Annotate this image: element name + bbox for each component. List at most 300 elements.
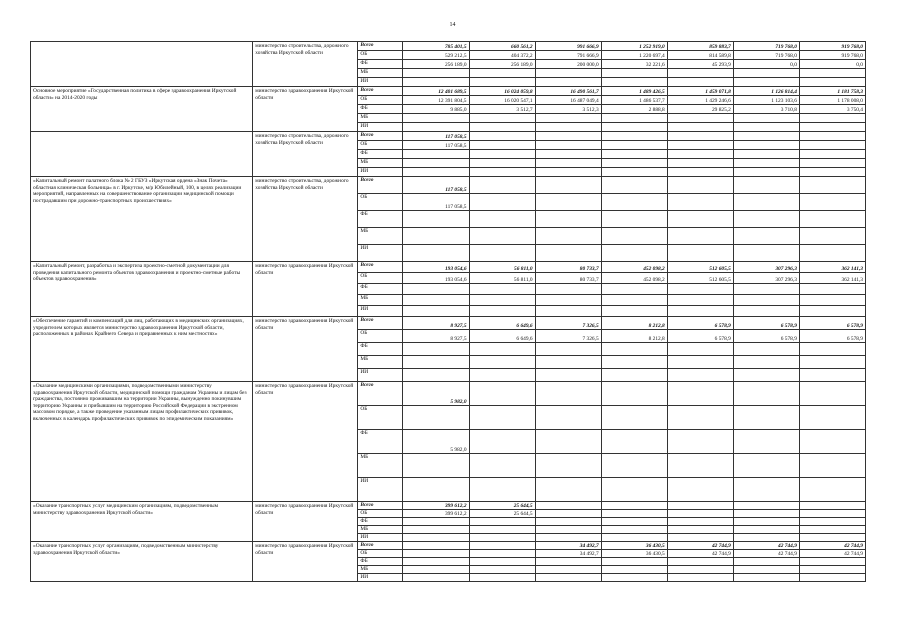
table-row [31, 502, 866, 510]
amount-cell [667, 123, 733, 132]
amount-cell [535, 295, 601, 306]
amount-cell: 1 126 814,4 [733, 87, 799, 96]
amount-cell [799, 478, 865, 502]
amount-cell: 42 744,9 [733, 550, 799, 558]
amount-cell [667, 228, 733, 245]
amount-cell [667, 566, 733, 574]
amount-cell: 3 750,4 [799, 105, 865, 114]
amount-cell [601, 510, 667, 518]
amount-cell: 193 054,6 [403, 273, 469, 284]
amount-cell [469, 177, 535, 194]
amount-cell [601, 526, 667, 534]
amount-cell [733, 284, 799, 295]
amount-cell [667, 382, 733, 406]
amount-cell [535, 194, 601, 211]
amount-cell [667, 356, 733, 369]
amount-cell [469, 114, 535, 123]
amount-cell [469, 168, 535, 177]
amount-cell: 0,0 [733, 60, 799, 69]
amount-cell [667, 478, 733, 502]
funding-source-cell: ФБ [358, 518, 403, 526]
amount-cell [667, 284, 733, 295]
amount-cell [799, 574, 865, 582]
amount-cell [469, 284, 535, 295]
amount-cell [535, 478, 601, 502]
amount-cell [469, 574, 535, 582]
funding-source-cell: ФБ [358, 343, 403, 356]
amount-cell [469, 211, 535, 228]
budget-table [30, 41, 866, 582]
amount-cell [535, 211, 601, 228]
amount-cell: 1 486 537,7 [601, 96, 667, 105]
amount-cell [799, 534, 865, 542]
amount-cell [469, 150, 535, 159]
amount-cell [733, 114, 799, 123]
table-row [31, 132, 866, 141]
measure-description: «Оказание транспортных услуг организациям, подведомственным министерству здравоохранения Иркутской области» [31, 542, 253, 582]
amount-cell [667, 574, 733, 582]
amount-cell [733, 574, 799, 582]
amount-cell: 29 825,2 [667, 105, 733, 114]
amount-cell [469, 141, 535, 150]
amount-cell [733, 132, 799, 141]
amount-cell [667, 454, 733, 478]
amount-cell: 6 578,9 [799, 317, 865, 330]
executor-cell: министерство здравоохранения Иркутской области [253, 382, 358, 502]
amount-cell [601, 228, 667, 245]
funding-source-cell: МБ [358, 356, 403, 369]
amount-cell [733, 141, 799, 150]
funding-source-cell: МБ [358, 69, 403, 78]
amount-cell [535, 159, 601, 168]
funding-source-cell: ФБ [358, 150, 403, 159]
amount-cell [601, 194, 667, 211]
amount-cell [601, 518, 667, 526]
amount-cell [667, 526, 733, 534]
amount-cell: 7 326,5 [535, 317, 601, 330]
amount-cell [469, 159, 535, 168]
amount-cell [601, 123, 667, 132]
amount-cell [733, 430, 799, 454]
amount-cell [469, 454, 535, 478]
amount-cell [601, 211, 667, 228]
amount-cell [733, 534, 799, 542]
funding-source-cell: ИИ [358, 478, 403, 502]
amount-cell: 16 024 059,8 [469, 87, 535, 96]
amount-cell [535, 245, 601, 262]
amount-cell [667, 69, 733, 78]
amount-cell [799, 295, 865, 306]
amount-cell: 362 141,3 [799, 273, 865, 284]
amount-cell [667, 502, 733, 510]
amount-cell [535, 132, 601, 141]
table-row [31, 87, 866, 96]
funding-source-cell: ОБ [358, 550, 403, 558]
amount-cell: 42 744,9 [733, 542, 799, 550]
amount-cell [469, 69, 535, 78]
amount-cell [535, 510, 601, 518]
amount-cell: 452 098,2 [601, 262, 667, 273]
amount-cell [469, 343, 535, 356]
amount-cell [535, 177, 601, 194]
amount-cell: 36 430,5 [601, 550, 667, 558]
amount-cell [403, 558, 469, 566]
amount-cell [799, 132, 865, 141]
amount-cell [601, 284, 667, 295]
amount-cell [733, 382, 799, 406]
amount-cell: 919 768,0 [799, 51, 865, 60]
amount-cell [469, 228, 535, 245]
amount-cell: 512 605,5 [667, 273, 733, 284]
amount-cell: 16 020 547,1 [469, 96, 535, 105]
amount-cell [535, 284, 601, 295]
amount-cell [535, 526, 601, 534]
amount-cell [733, 295, 799, 306]
amount-cell [403, 168, 469, 177]
measure-description [31, 132, 253, 177]
amount-cell [733, 502, 799, 510]
amount-cell [667, 369, 733, 382]
amount-cell: 34 492,7 [535, 542, 601, 550]
funding-source-cell: ИИ [358, 245, 403, 262]
amount-cell [601, 502, 667, 510]
amount-cell [469, 406, 535, 430]
amount-cell [403, 69, 469, 78]
amount-cell [601, 114, 667, 123]
amount-cell [667, 194, 733, 211]
amount-cell [799, 168, 865, 177]
amount-cell [799, 306, 865, 317]
amount-cell [535, 369, 601, 382]
amount-cell [601, 177, 667, 194]
amount-cell [799, 566, 865, 574]
measure-description: Основное мероприятие «Государственная политика в сфере здравоохранения Иркутской области» на 2014-2020 годы [31, 87, 253, 132]
amount-cell: 1 252 919,0 [601, 42, 667, 51]
amount-cell [469, 518, 535, 526]
amount-cell: 719 768,0 [733, 51, 799, 60]
funding-source-cell: ФБ [358, 211, 403, 228]
amount-cell [799, 194, 865, 211]
amount-cell [403, 406, 469, 430]
amount-cell [469, 194, 535, 211]
funding-source-cell: ИИ [358, 369, 403, 382]
amount-cell: 16 487 049,4 [535, 96, 601, 105]
amount-cell [403, 306, 469, 317]
amount-cell: 256 189,0 [403, 60, 469, 69]
amount-cell [601, 295, 667, 306]
executor-cell: министерство здравоохранения Иркутской области [253, 542, 358, 582]
amount-cell [535, 406, 601, 430]
amount-cell [403, 159, 469, 168]
amount-cell [403, 526, 469, 534]
amount-cell [469, 123, 535, 132]
amount-cell [403, 550, 469, 558]
amount-cell: 8 212,8 [601, 317, 667, 330]
amount-cell [403, 78, 469, 87]
amount-cell [403, 566, 469, 574]
amount-cell: 80 733,7 [535, 273, 601, 284]
amount-cell: 0,0 [799, 60, 865, 69]
amount-cell: 919 768,0 [799, 42, 865, 51]
amount-cell [667, 306, 733, 317]
amount-cell: 36 430,5 [601, 542, 667, 550]
amount-cell [469, 382, 535, 406]
executor-cell: министерство здравоохранения Иркутской области [253, 262, 358, 317]
table-row [31, 542, 866, 550]
amount-cell [535, 123, 601, 132]
amount-cell [601, 406, 667, 430]
amount-cell [667, 406, 733, 430]
amount-cell: 32 221,6 [601, 60, 667, 69]
amount-cell [601, 306, 667, 317]
amount-cell: 9 885,0 [403, 105, 469, 114]
amount-cell [799, 228, 865, 245]
amount-cell [667, 177, 733, 194]
amount-cell [799, 406, 865, 430]
measure-description: «Оказание медицинскими организациями, подведомственными министерству здравоохранения Иркутской области, медицинской помощи гражданам Украины и лицам без гражданства, постоянно проживавшим на территории Украины, вынужденно покинувшим территорию Украины и прибывшим на территорию Российской Федерации в экстренном массовом порядке, а также проведение указанным лицам профилактических прививок, включенных в календарь профилактических прививок по эпидемическим показаниям» [31, 382, 253, 502]
amount-cell: 307 296,3 [733, 262, 799, 273]
amount-cell [733, 228, 799, 245]
funding-source-cell: ИИ [358, 123, 403, 132]
amount-cell: 719 768,0 [733, 42, 799, 51]
funding-source-cell: ФБ [358, 284, 403, 295]
funding-source-cell: МБ [358, 454, 403, 478]
amount-cell [469, 558, 535, 566]
amount-cell [733, 518, 799, 526]
amount-cell: 6 578,9 [733, 330, 799, 343]
amount-cell [799, 558, 865, 566]
amount-cell: 814 589,8 [667, 51, 733, 60]
amount-cell: 256 189,0 [469, 60, 535, 69]
amount-cell [799, 177, 865, 194]
amount-cell: 25 644,5 [469, 510, 535, 518]
amount-cell [667, 78, 733, 87]
amount-cell: 785 401,5 [403, 42, 469, 51]
amount-cell [403, 245, 469, 262]
amount-cell: 1 429 246,6 [667, 96, 733, 105]
amount-cell: 404 372,2 [469, 51, 535, 60]
funding-source-cell: МБ [358, 159, 403, 168]
amount-cell [733, 369, 799, 382]
amount-cell: 6 649,6 [469, 330, 535, 343]
amount-cell [535, 168, 601, 177]
amount-cell [403, 478, 469, 502]
amount-cell [469, 430, 535, 454]
amount-cell [535, 141, 601, 150]
amount-cell [733, 69, 799, 78]
amount-cell: 117 058,5 [403, 141, 469, 150]
amount-cell [535, 534, 601, 542]
amount-cell [403, 123, 469, 132]
amount-cell [601, 574, 667, 582]
amount-cell [667, 534, 733, 542]
amount-cell: 16 490 561,7 [535, 87, 601, 96]
amount-cell: 6 578,9 [799, 330, 865, 343]
amount-cell: 42 744,9 [799, 550, 865, 558]
amount-cell [535, 454, 601, 478]
executor-cell: министерство строительства, дорожного хозяйства Иркутской области [253, 177, 358, 262]
amount-cell: 117 058,5 [403, 132, 469, 141]
amount-cell: 3 710,8 [733, 105, 799, 114]
amount-cell [667, 245, 733, 262]
amount-cell [403, 356, 469, 369]
amount-cell [667, 558, 733, 566]
amount-cell [799, 159, 865, 168]
amount-cell [535, 566, 601, 574]
measure-description: «Капитальный ремонт палатного блока № 2 ГБУЗ «Иркутская ордена «Знак Почета» областная клиническая больница» в г. Иркутске, м/р Юбилейный, 100, в целях реализации мероприятий, направленных на совершенствование организации медицинской помощи пострадавшим при дорожно-транспортных происшествиях» [31, 177, 253, 262]
amount-cell [469, 566, 535, 574]
measure-description [31, 42, 253, 87]
amount-cell: 42 744,9 [667, 550, 733, 558]
amount-cell: 1 178 008,0 [799, 96, 865, 105]
amount-cell: 5 982,0 [403, 430, 469, 454]
amount-cell [799, 343, 865, 356]
amount-cell [733, 245, 799, 262]
funding-source-cell: ОБ [358, 51, 403, 60]
amount-cell: 193 054,6 [403, 262, 469, 273]
amount-cell [799, 526, 865, 534]
amount-cell [733, 150, 799, 159]
funding-source-cell: ИИ [358, 168, 403, 177]
amount-cell [733, 510, 799, 518]
amount-cell [799, 69, 865, 78]
amount-cell: 8 212,8 [601, 330, 667, 343]
amount-cell [535, 430, 601, 454]
measure-description: «Капитальный ремонт, разработка и экспертиза проектно-сметной документации для проведения капитального ремонта объектов здравоохранения и проектно-сметные работы объектов здравоохранения» [31, 262, 253, 317]
amount-cell [601, 356, 667, 369]
amount-cell [403, 295, 469, 306]
amount-cell [535, 343, 601, 356]
amount-cell [601, 369, 667, 382]
amount-cell [403, 574, 469, 582]
amount-cell [535, 502, 601, 510]
amount-cell: 56 811,0 [469, 273, 535, 284]
funding-source-cell: Всего [358, 382, 403, 406]
amount-cell: 660 561,2 [469, 42, 535, 51]
table-row [31, 317, 866, 330]
amount-cell: 1 181 758,3 [799, 87, 865, 96]
amount-cell [535, 574, 601, 582]
funding-source-cell: Всего [358, 87, 403, 96]
amount-cell [733, 306, 799, 317]
amount-cell: 399 612,2 [403, 510, 469, 518]
amount-cell: 307 296,3 [733, 273, 799, 284]
amount-cell: 1 220 697,4 [601, 51, 667, 60]
amount-cell [799, 454, 865, 478]
amount-cell [403, 534, 469, 542]
amount-cell [601, 534, 667, 542]
amount-cell [469, 526, 535, 534]
amount-cell [469, 542, 535, 550]
funding-source-cell: ОБ [358, 330, 403, 343]
amount-cell: 45 293,9 [667, 60, 733, 69]
amount-cell [667, 141, 733, 150]
amount-cell: 80 733,7 [535, 262, 601, 273]
amount-cell [799, 123, 865, 132]
amount-cell [733, 454, 799, 478]
amount-cell [469, 306, 535, 317]
amount-cell: 452 098,2 [601, 273, 667, 284]
amount-cell [733, 177, 799, 194]
funding-source-cell: МБ [358, 114, 403, 123]
funding-source-cell: ФБ [358, 558, 403, 566]
amount-cell [535, 69, 601, 78]
amount-cell [469, 132, 535, 141]
funding-source-cell: Всего [358, 317, 403, 330]
amount-cell [733, 78, 799, 87]
amount-cell: 25 644,5 [469, 502, 535, 510]
amount-cell [733, 478, 799, 502]
amount-cell [601, 478, 667, 502]
amount-cell: 362 141,3 [799, 262, 865, 273]
amount-cell: 529 212,5 [403, 51, 469, 60]
amount-cell [469, 534, 535, 542]
amount-cell [403, 454, 469, 478]
amount-cell [403, 542, 469, 550]
amount-cell [733, 168, 799, 177]
amount-cell [733, 194, 799, 211]
amount-cell: 8 927,5 [403, 330, 469, 343]
funding-source-cell: ИИ [358, 534, 403, 542]
amount-cell [535, 558, 601, 566]
amount-cell [733, 159, 799, 168]
amount-cell: 200 000,0 [535, 60, 601, 69]
amount-cell: 7 326,5 [535, 330, 601, 343]
amount-cell: 3 512,3 [535, 105, 601, 114]
funding-source-cell: МБ [358, 228, 403, 245]
amount-cell [535, 78, 601, 87]
amount-cell [469, 78, 535, 87]
amount-cell [601, 343, 667, 356]
amount-cell: 2 888,8 [601, 105, 667, 114]
amount-cell [733, 356, 799, 369]
funding-source-cell: ФБ [358, 430, 403, 454]
executor-cell: министерство здравоохранения Иркутской области [253, 502, 358, 542]
funding-source-cell: МБ [358, 295, 403, 306]
amount-cell [799, 518, 865, 526]
measure-description: «Обеспечение гарантий и компенсаций для лиц, работающих в медицинских организациях, учредителем которых является министерство здравоохранения Иркутской области, расположенных в районах Крайнего Севера и приравненных к ним местностях» [31, 317, 253, 382]
funding-source-cell: МБ [358, 566, 403, 574]
amount-cell [535, 228, 601, 245]
amount-cell [733, 123, 799, 132]
amount-cell [799, 510, 865, 518]
funding-source-cell: ОБ [358, 406, 403, 430]
amount-cell [667, 518, 733, 526]
amount-cell [667, 132, 733, 141]
amount-cell [601, 454, 667, 478]
executor-cell: министерство строительства, дорожного хозяйства Иркутской области [253, 42, 358, 87]
amount-cell [667, 114, 733, 123]
amount-cell: 117 058,5 [403, 177, 469, 194]
amount-cell [535, 382, 601, 406]
amount-cell: 12 391 804,5 [403, 96, 469, 105]
amount-cell [535, 356, 601, 369]
amount-cell [535, 306, 601, 317]
amount-cell [601, 69, 667, 78]
amount-cell: 399 612,2 [403, 502, 469, 510]
funding-source-cell: Всего [358, 42, 403, 51]
amount-cell: 1 123 103,6 [733, 96, 799, 105]
amount-cell: 6 649,6 [469, 317, 535, 330]
amount-cell [469, 245, 535, 262]
amount-cell [535, 150, 601, 159]
amount-cell [799, 369, 865, 382]
table-row [31, 177, 866, 194]
amount-cell [469, 550, 535, 558]
amount-cell [733, 406, 799, 430]
amount-cell [799, 78, 865, 87]
amount-cell [469, 478, 535, 502]
